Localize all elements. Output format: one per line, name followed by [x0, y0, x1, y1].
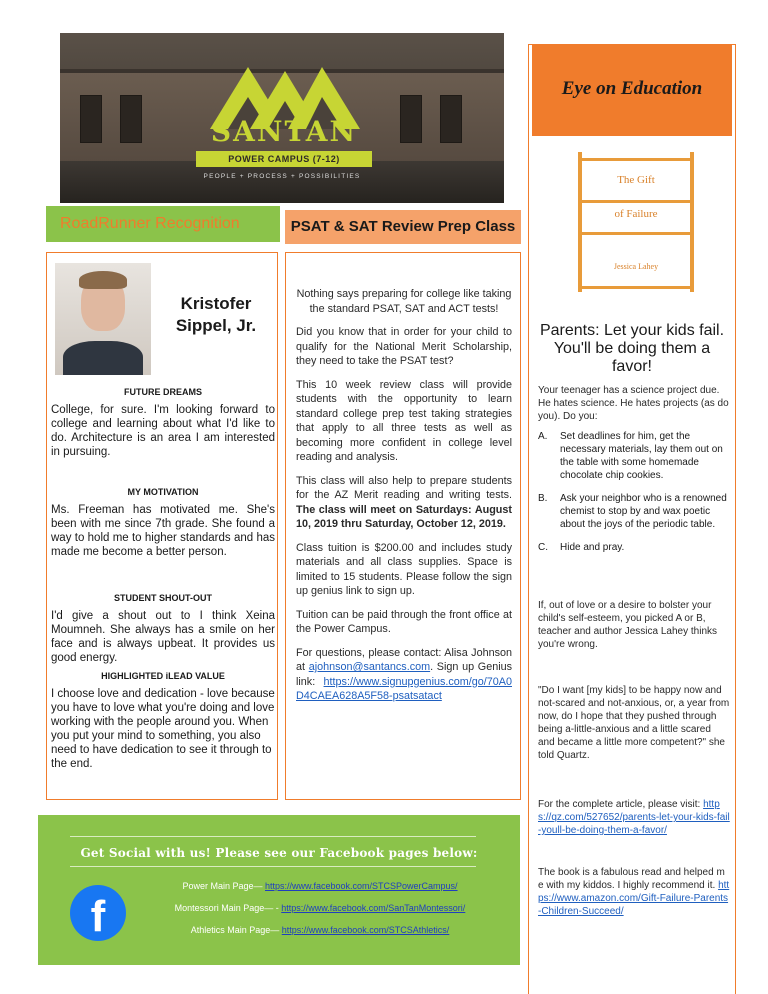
amazon-link[interactable]: https://www.amazon.com/Gift-Failure-Parents-Children-Succeed/ [538, 880, 730, 917]
article-lead: For the complete article, please visit: [538, 799, 704, 810]
building-window [440, 95, 462, 143]
header-banner [60, 33, 504, 203]
eye-article [538, 798, 730, 837]
motivation-text: Ms. Freeman has motivated me. She's been with me since 7th grade. She found a way to hold me to higher standards and has made me become a better person. [51, 504, 275, 558]
contact-email-link[interactable]: ajohnson@santancs.com [308, 661, 431, 673]
building-window [400, 95, 422, 143]
signup-text: . Sign up Genius link: [296, 661, 512, 688]
contact-text: For questions, please contact: Alisa Johnson at [296, 646, 512, 673]
psat-paragraph: Class tuition is $200.00 and includes study materials and all class supplies. Space is limited to 15 students. Please follow the sign up genius link to sign up. [296, 541, 512, 597]
value-text: I choose love and dedication - love because you have to love what you're doing and love working with the people around you. When you put your mind to something, you also need to have dedication to see it through to the end. [51, 688, 275, 770]
shoutout-heading: STUDENT SHOUT-OUT [114, 593, 212, 603]
book-author: Jessica Lahey [613, 262, 659, 271]
student-card [46, 252, 278, 800]
roadrunner-header: RoadRunner Recognition [46, 206, 280, 242]
logo-wordmark: SANTAN [210, 115, 358, 148]
book-cover-image [578, 152, 694, 292]
eye-book-rec [538, 866, 730, 918]
book-title-2: of Failure [614, 208, 658, 220]
list-item [538, 541, 730, 554]
eye-options [538, 430, 730, 564]
divider [70, 866, 476, 867]
signup-genius-link[interactable]: https://www.signupgenius.com/go/70A0D4CAEA628A5F58-psatsatact [296, 675, 512, 702]
psat-contact [296, 646, 512, 704]
psat-p3-text: This class will also help to prepare students for the AZ Merit reading and writing tests. [296, 474, 512, 501]
psat-paragraph: Did you know that in order for your child to qualify for the National Merit Scholarship, they need to take the PSAT test? [296, 326, 512, 367]
psat-paragraph: Tuition can be paid through the front office at the Power Campus. [296, 608, 512, 635]
social-label: Athletics Main Page— [190, 925, 282, 935]
option-letter: C. [538, 542, 548, 553]
facebook-f-icon: f [90, 892, 106, 941]
book-lead: The book is a fabulous read and helped me with my kiddos. I highly recommend it. [538, 867, 725, 891]
article-link[interactable]: https://qz.com/527652/parents-let-your-kids-fail-youll-be-doing-them-a-favor/ [538, 799, 730, 836]
eye-title: Eye on Education [561, 78, 703, 99]
logo-tagline: PEOPLE + PROCESS + POSSIBILITIES [203, 173, 361, 180]
option-letter: B. [538, 493, 548, 504]
psat-paragraph: This 10 week review class will provide students with the opportunity to learn standard college prep test taking strategies that apply to all three tests as well as becoming more confident in college level reading and analysis. [296, 378, 512, 463]
eye-heading: Parents: Let your kids fail. You'll be doing them a favor! [539, 322, 725, 375]
shoutout-text: I'd give a shout out to I think Xeina Moumneh. She always has a smile on her face and is always upbeat. It provides us good energy. [51, 610, 275, 664]
social-line [150, 903, 490, 913]
student-name-last: Sippel, Jr. [175, 316, 257, 335]
option-text: Hide and pray. [560, 542, 625, 553]
value-heading: HIGHLIGHTED iLEAD VALUE [101, 671, 225, 681]
list-item [538, 492, 730, 531]
building-window [120, 95, 142, 143]
student-photo [55, 263, 151, 375]
psat-card [285, 252, 521, 800]
social-title: Get Social with us! Please see our Facebook pages below: [80, 846, 478, 860]
facebook-montessori-link[interactable]: https://www.facebook.com/SanTanMontessori/ [281, 903, 466, 913]
facebook-power-link[interactable]: https://www.facebook.com/STCSPowerCampus/ [264, 881, 458, 891]
student-name-first: Kristofer [180, 294, 252, 313]
book-title-1: The Gift [617, 174, 655, 186]
psat-header: PSAT & SAT Review Prep Class [285, 210, 521, 244]
psat-intro: Nothing says preparing for college like taking the standard PSAT, SAT and ACT tests! [296, 288, 512, 315]
social-label: Montessori Main Page— - [174, 903, 282, 913]
logo-subtitle: POWER CAMPUS (7-12) [196, 151, 372, 167]
psat-schedule: The class will meet on Saturdays: August 10, 2019 thru Saturday, October 12, 2019. [296, 503, 512, 530]
eye-paragraph: If, out of love or a desire to bolster your child's self-esteem, you picked A or B, teacher and author Jessica Lahey thinks you're wrong. [538, 600, 717, 650]
social-line [150, 925, 490, 935]
divider [70, 836, 476, 837]
dreams-heading: FUTURE DREAMS [124, 387, 202, 397]
eye-intro: Your teenager has a science project due. He hates science. He hates projects (as do you). Do you: [538, 385, 729, 422]
facebook-athletics-link[interactable]: https://www.facebook.com/STCSAthletics/ [281, 925, 450, 935]
list-item [538, 430, 730, 482]
motivation-heading: MY MOTIVATION [127, 487, 199, 497]
social-label: Power Main Page— [182, 881, 265, 891]
building-window [80, 95, 102, 143]
psat-paragraph [296, 474, 512, 532]
option-text: Set deadlines for him, get the necessary materials, lay them out on the table with some homemade chocolate chip cookies. [560, 431, 723, 481]
social-line [150, 881, 490, 891]
option-text: Ask your neighbor who is a renowned chemist to stop by and wax poetic about the joys of the periodic table. [560, 493, 727, 530]
eye-quote: "Do I want [my kids] to be happy now and not-scared and not-anxious, or, a year from now, do I hope that they pushed through being a-little-anxious and a little scared and became a little more competent?" she told Quartz. [538, 685, 730, 761]
dreams-text: College, for sure. I'm looking forward to college and learning about what I'd like to do. Architecture is an area I am interested in pursuing. [51, 404, 275, 458]
student-name [157, 293, 275, 337]
option-letter: A. [538, 431, 548, 442]
